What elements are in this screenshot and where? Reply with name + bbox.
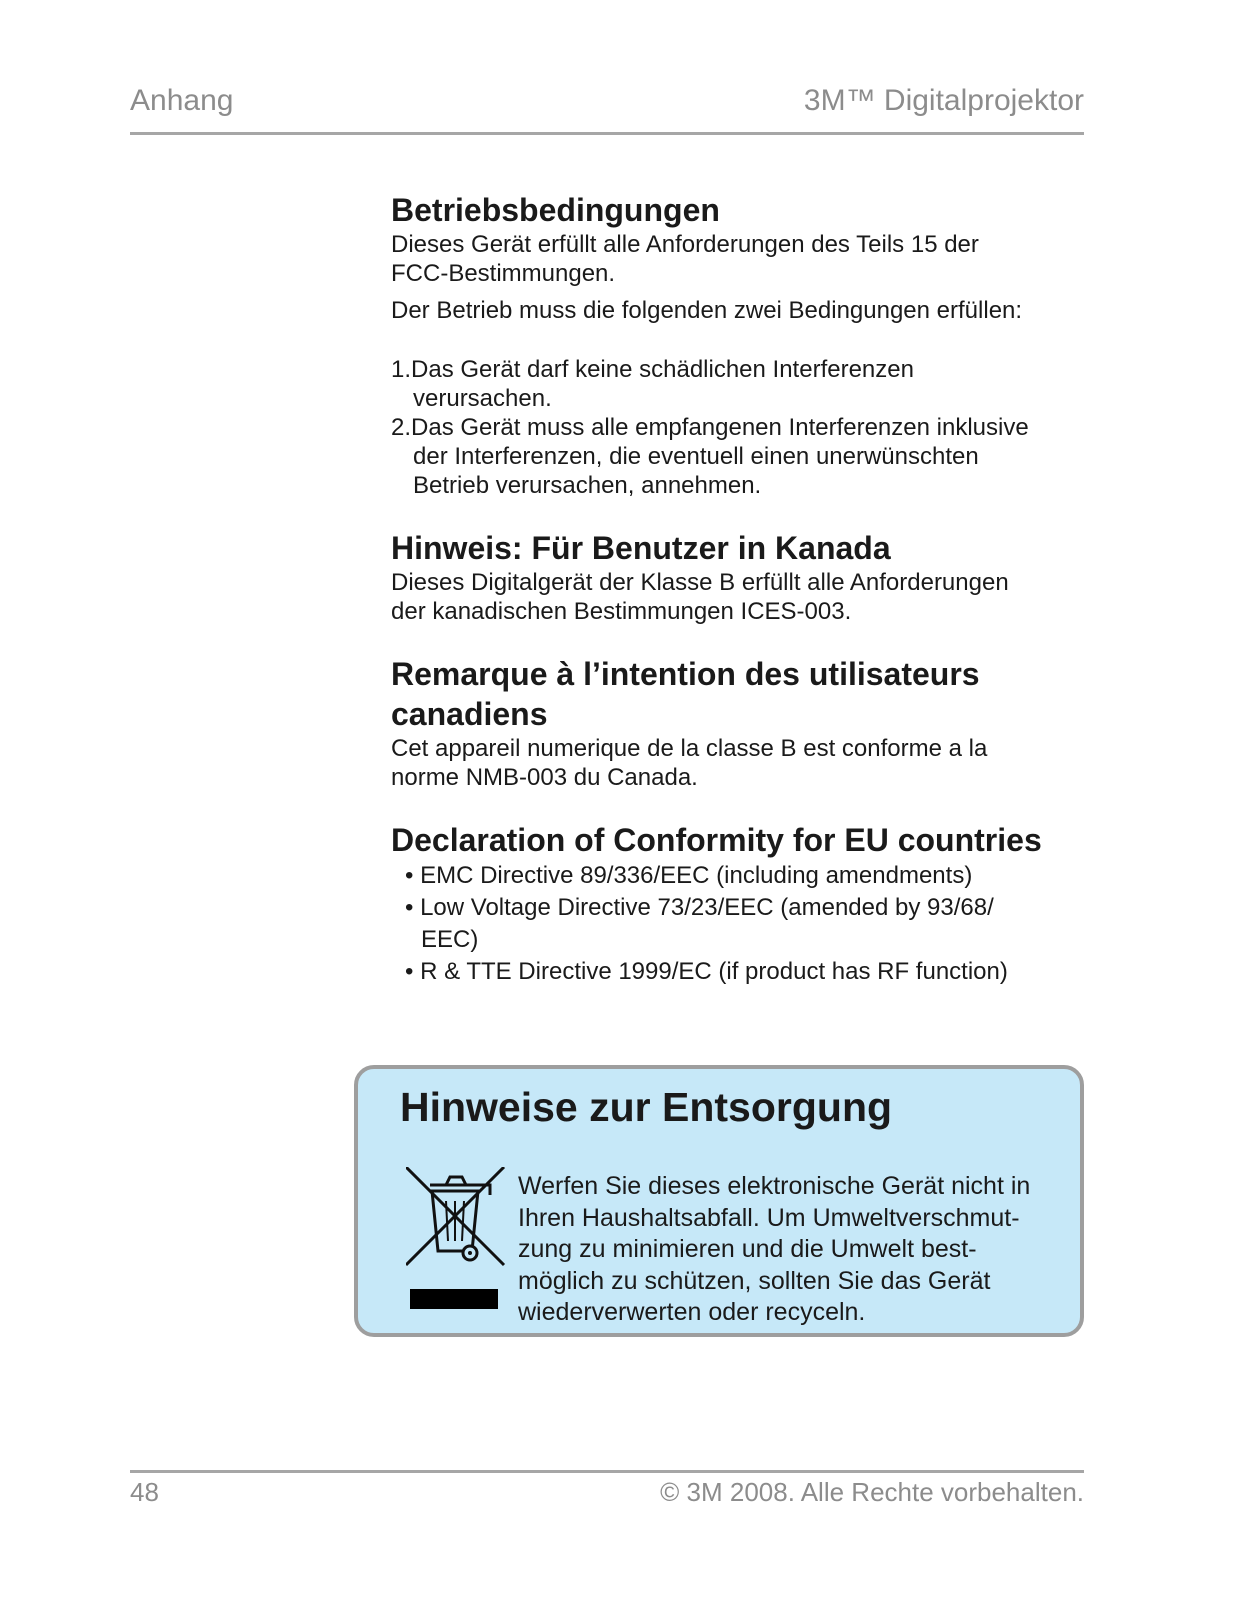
list-item bbox=[405, 892, 1111, 956]
eu-section bbox=[391, 820, 1111, 988]
list-item-number: 1. bbox=[391, 356, 412, 383]
disposal-notice-box bbox=[354, 1065, 1084, 1337]
list-item-text: Das Gerät darf keine schädlichen Interferenzen bbox=[411, 356, 914, 383]
list-item-number: 2. bbox=[391, 414, 412, 441]
eu-directives-list bbox=[391, 860, 1111, 988]
list-item-text: • EMC Directive 89/336/EEC (including amendments) bbox=[405, 862, 973, 889]
list-item bbox=[405, 860, 1111, 892]
title-line: canadiens bbox=[391, 696, 548, 732]
eu-title: Declaration of Conformity for EU countries bbox=[391, 822, 1042, 858]
crossed-out-wheelie-bin-icon bbox=[406, 1167, 506, 1313]
list-item-text: der Interferenzen, die eventuell einen unerwünschten bbox=[413, 443, 979, 470]
disposal-title: Hinweise zur Entsorgung bbox=[400, 1084, 893, 1130]
operating-conditions-section bbox=[391, 190, 1111, 500]
canada-fr-section bbox=[391, 654, 1111, 792]
canada-fr-title bbox=[391, 654, 1111, 734]
operating-conditions-title: Betriebsbedingungen bbox=[391, 192, 720, 228]
canada-de-text bbox=[391, 568, 1111, 626]
conditions-list bbox=[391, 355, 1111, 500]
para-line: FCC-Bestimmungen. bbox=[391, 260, 616, 287]
list-item-text: • R & TTE Directive 1999/EC (if product has RF function) bbox=[405, 958, 1008, 985]
list-item bbox=[405, 956, 1111, 988]
disposal-line: möglich zu schützen, sollten Sie das Gerät bbox=[518, 1266, 991, 1295]
disposal-line: zung zu minimieren und die Umwelt best- bbox=[518, 1235, 977, 1263]
disposal-line: Werfen Sie dieses elektronische Gerät nicht in bbox=[518, 1172, 1031, 1200]
header-product-label: 3M™ Digitalprojektor bbox=[803, 84, 1084, 117]
para-line: Dieses Digitalgerät der Klasse B erfüllt alle Anforderungen bbox=[391, 569, 1009, 596]
canada-de-section bbox=[391, 528, 1111, 626]
list-item-text: EEC) bbox=[421, 926, 479, 953]
disposal-text bbox=[518, 1171, 1078, 1329]
para-line: norme NMB-003 du Canada. bbox=[391, 764, 698, 791]
operating-conditions-para1 bbox=[391, 230, 1111, 288]
disposal-line: wiederverwerten oder recyceln. bbox=[518, 1298, 866, 1326]
list-item-text: Betrieb verursachen, annehmen. bbox=[413, 472, 762, 499]
canada-fr-text bbox=[391, 734, 1111, 792]
para-line: der kanadischen Bestimmungen ICES-003. bbox=[391, 598, 852, 625]
page-footer bbox=[130, 1470, 1084, 1513]
para-line: Dieses Gerät erfüllt alle Anforderungen des Teils 15 der bbox=[391, 231, 979, 258]
disposal-line: Ihren Haushaltsabfall. Um Umweltverschmut- bbox=[518, 1203, 1020, 1232]
list-item bbox=[391, 413, 1111, 500]
list-item-text: verursachen. bbox=[413, 385, 552, 412]
list-item-text: • Low Voltage Directive 73/23/EEC (amended by 93/68/ bbox=[405, 894, 994, 921]
operating-conditions-para2: Der Betrieb muss die folgenden zwei Bedingungen erfüllen: bbox=[391, 297, 1023, 324]
title-line: Remarque à l’intention des utilisateurs bbox=[391, 656, 980, 692]
page-header bbox=[130, 84, 1084, 135]
list-item-text: Das Gerät muss alle empfangenen Interferenzen inklusive bbox=[411, 414, 1029, 441]
list-item bbox=[391, 355, 1111, 413]
canada-de-title: Hinweis: Für Benutzer in Kanada bbox=[391, 530, 891, 566]
para-line: Cet appareil numerique de la classe B est conforme a la bbox=[391, 735, 988, 762]
copyright-notice: © 3M 2008. Alle Rechte vorbehalten. bbox=[660, 1477, 1084, 1507]
main-content bbox=[391, 190, 1111, 988]
page-number: 48 bbox=[130, 1477, 159, 1507]
header-section-label: Anhang bbox=[130, 84, 234, 117]
